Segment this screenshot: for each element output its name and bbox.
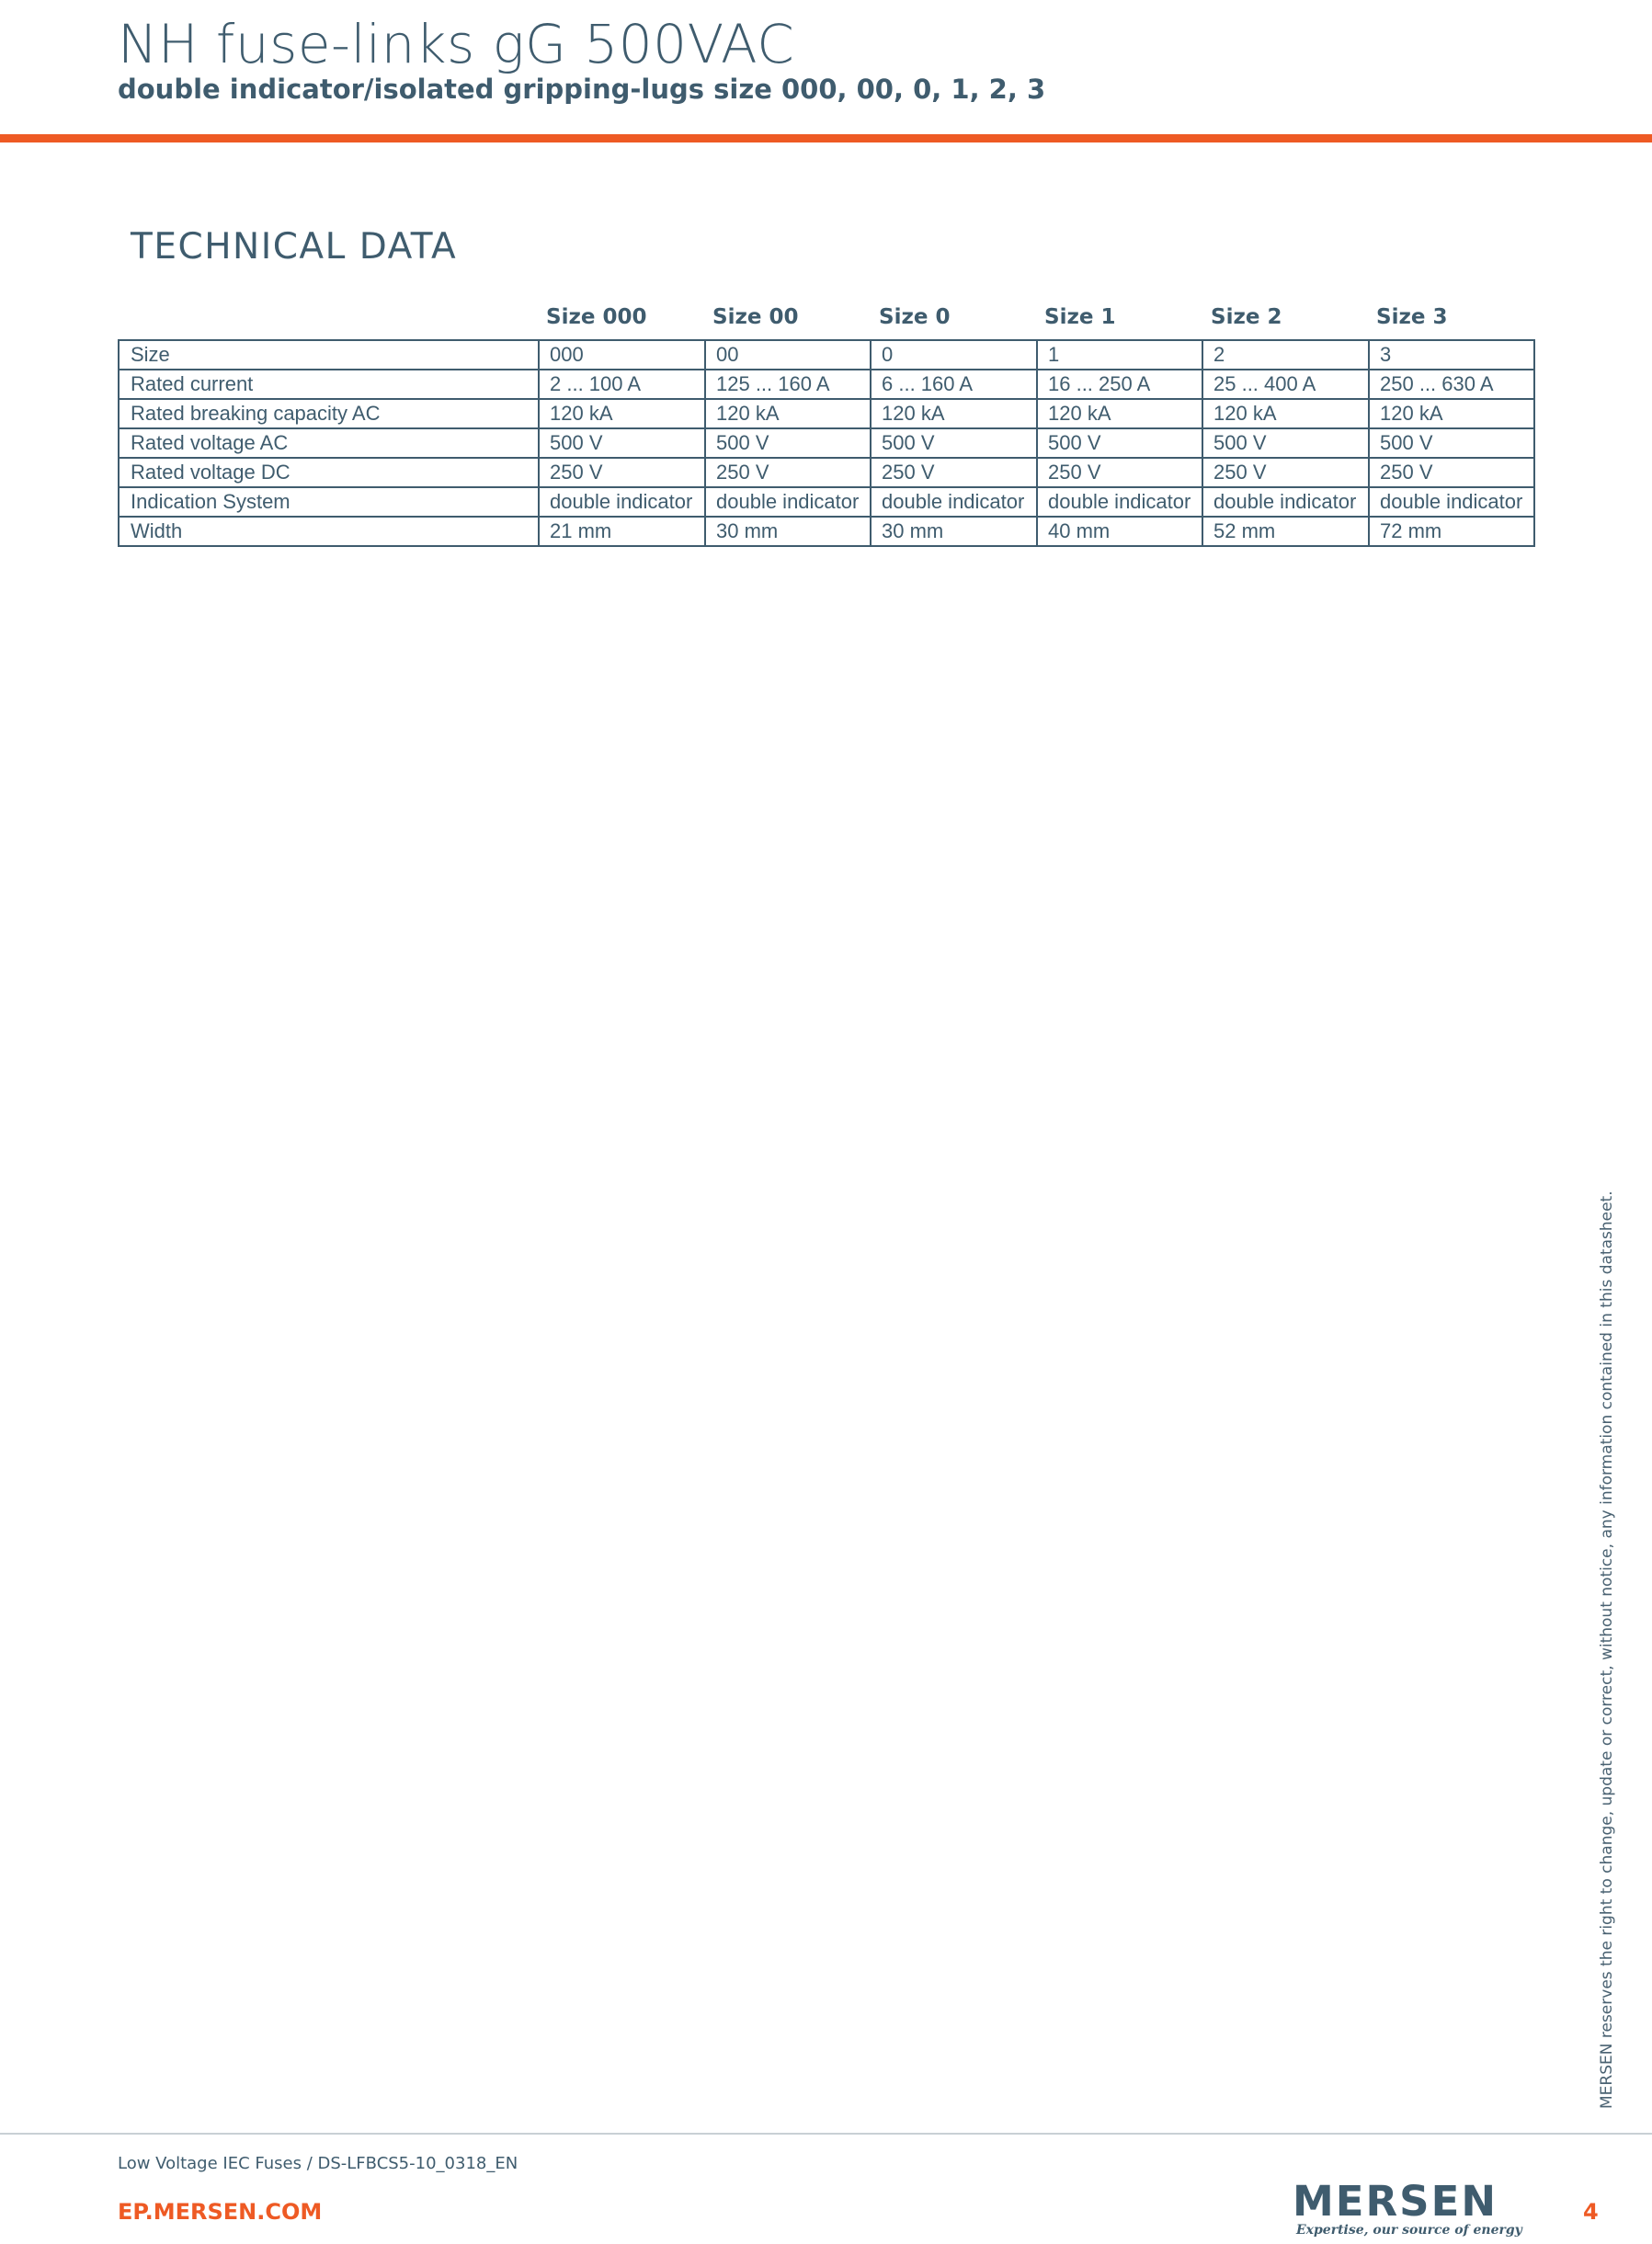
table-cell: 500 V [871,428,1037,458]
table-cell: 52 mm [1202,517,1369,546]
table-cell: 1 [1037,340,1202,370]
page-title: NH fuse-links gG 500VAC [118,13,795,75]
table-cell: 500 V [1202,428,1369,458]
logo-tagline: Expertise, our source of energy [1296,2223,1522,2238]
table-cell: 30 mm [705,517,871,546]
table-cell: 0 [871,340,1037,370]
table-cell: 250 V [1202,458,1369,487]
row-label: Rated voltage DC [119,458,539,487]
footer-rule [0,2133,1652,2135]
table-cell: 250 V [1369,458,1534,487]
table-cell: 000 [539,340,705,370]
table-row [119,428,1534,458]
table-cell: 120 kA [1369,399,1534,428]
table-cell: 250 V [539,458,705,487]
row-label: Size [119,340,539,370]
table-cell: double indicator [705,487,871,517]
table-cell: 500 V [1037,428,1202,458]
logo-wordmark: MERSEN [1293,2177,1498,2226]
table-cell: double indicator [1037,487,1202,517]
table-cell: 6 ... 160 A [871,370,1037,399]
table-cell: 00 [705,340,871,370]
table-cell: 125 ... 160 A [705,370,871,399]
column-header-size-1: Size 1 [1044,305,1116,329]
table-cell: 120 kA [539,399,705,428]
table-cell: 250 V [1037,458,1202,487]
table-cell: 120 kA [1202,399,1369,428]
table-cell: 500 V [1369,428,1534,458]
table-cell: 21 mm [539,517,705,546]
column-header-size-00: Size 00 [712,305,799,329]
disclaimer-text: MERSEN reserves the right to change, update or correct, without notice, any information contained in this datasheet. [1598,1190,1616,2109]
table-cell: 500 V [539,428,705,458]
table-cell: 250 V [705,458,871,487]
table-cell: 500 V [705,428,871,458]
table-cell: 2 ... 100 A [539,370,705,399]
table-cell: 30 mm [871,517,1037,546]
table-cell: 25 ... 400 A [1202,370,1369,399]
table-cell: double indicator [871,487,1037,517]
mersen-logo [1293,2179,1541,2239]
column-header-size-2: Size 2 [1211,305,1282,329]
table-cell: 120 kA [871,399,1037,428]
table-row [119,487,1534,517]
website-link[interactable]: EP.MERSEN.COM [118,2199,323,2225]
row-label: Rated breaking capacity AC [119,399,539,428]
row-label: Width [119,517,539,546]
table-row [119,370,1534,399]
table-row [119,458,1534,487]
column-header-size-0: Size 0 [879,305,951,329]
table-cell: 2 [1202,340,1369,370]
column-header-size-3: Size 3 [1376,305,1448,329]
header-rule [0,134,1652,142]
table-cell: 120 kA [1037,399,1202,428]
table-row [119,399,1534,428]
table-cell: 120 kA [705,399,871,428]
table-column-headers [118,305,1535,338]
table-cell: 250 V [871,458,1037,487]
table-cell: 250 ... 630 A [1369,370,1534,399]
row-label: Rated current [119,370,539,399]
table-cell: double indicator [539,487,705,517]
page-number: 4 [1583,2199,1599,2225]
technical-data-table [118,339,1535,547]
table-cell: 40 mm [1037,517,1202,546]
row-label: Indication System [119,487,539,517]
row-label: Rated voltage AC [119,428,539,458]
table-row [119,517,1534,546]
page-subtitle: double indicator/isolated gripping-lugs size 000, 00, 0, 1, 2, 3 [118,74,1046,105]
table-cell: 16 ... 250 A [1037,370,1202,399]
section-heading: TECHNICAL DATA [131,226,458,268]
table-cell: double indicator [1369,487,1534,517]
table-cell: 72 mm [1369,517,1534,546]
table-row [119,340,1534,370]
column-header-size-000: Size 000 [546,305,647,329]
table-cell: 3 [1369,340,1534,370]
table-cell: double indicator [1202,487,1369,517]
document-reference: Low Voltage IEC Fuses / DS-LFBCS5-10_0318_EN [118,2154,518,2173]
